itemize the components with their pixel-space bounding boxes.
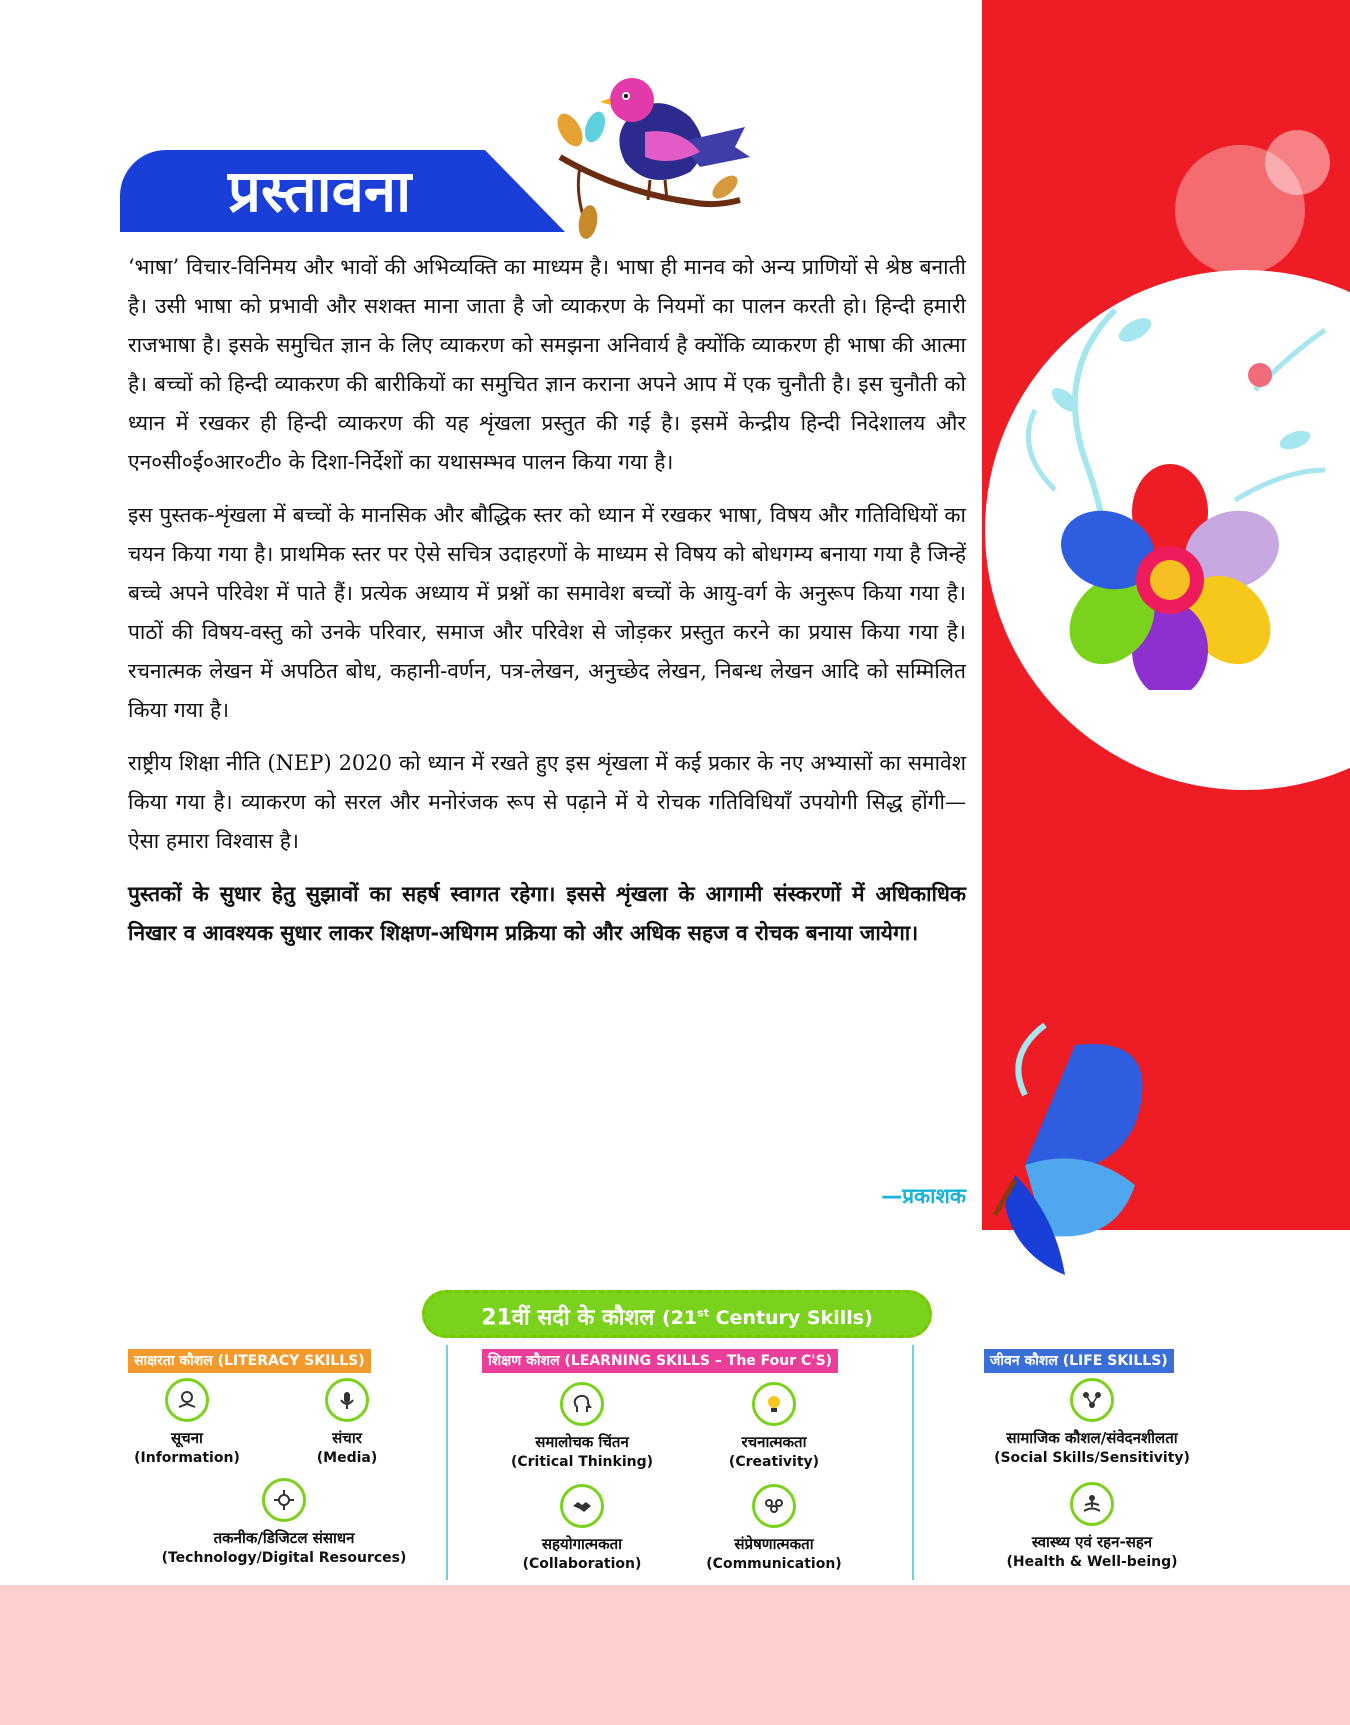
bottom-band xyxy=(0,1585,1350,1725)
skills-heading-en-pre: (21 xyxy=(662,1307,698,1330)
skill-technology-hi: तकनीक/डिजिटल संसाधन xyxy=(213,1529,355,1547)
skill-media xyxy=(247,1378,447,1468)
paragraph-1: ‘भाषा’ विचार-विनिमय और भावों की अभिव्यक्ति का माध्यम है। भाषा ही मानव को अन्य प्राणियों से श्रेष्ठ बनाती है। उसी भाषा को प्रभावी और सशक्त माना जाता है जो व्याकरण के नियमों का पालन करती हो। हिन्दी हमारी राजभाषा है। इसके समुचित ज्ञान के लिए व्याकरण को समझना अनिवार्य है क्योंकि व्याकरण ही भाषा की आत्मा है। बच्चों को हिन्दी व्याकरण की बारीकियों का समुचित ज्ञान कराना अपने आप में एक चुनौती है। इस चुनौती को ध्यान में रखकर ही हिन्दी व्याकरण की यह शृंखला प्रस्तुत की गई है। इसमें केन्द्रीय हिन्दी निदेशालय और एन०सी०ई०आर०टी० के दिशा-निर्देशों का यथासम्भव पालन किया गया है। xyxy=(128,255,966,474)
skill-technology xyxy=(142,1478,426,1568)
skill-critical-thinking-en: (Critical Thinking) xyxy=(510,1454,654,1470)
people-network-icon xyxy=(1070,1378,1114,1422)
group-icon xyxy=(752,1484,796,1528)
skill-information-hi: सूचना xyxy=(171,1429,203,1447)
column-divider-2 xyxy=(912,1345,914,1580)
skill-collaboration xyxy=(482,1484,682,1574)
skill-social-hi: सामाजिक कौशल/संवेदनशीलता xyxy=(1006,1429,1178,1447)
skill-health xyxy=(992,1482,1192,1572)
skill-social-en: (Social Skills/Sensitivity) xyxy=(994,1450,1190,1466)
bulb-book-icon xyxy=(165,1378,209,1422)
skill-communication-hi: संप्रेषणात्मकता xyxy=(734,1535,814,1553)
skill-communication-en: (Communication) xyxy=(706,1556,842,1572)
skill-media-en: (Media) xyxy=(316,1450,378,1466)
bubble-small xyxy=(1265,130,1330,195)
skill-information-en: (Information) xyxy=(134,1450,240,1466)
skill-creativity-hi: रचनात्मकता xyxy=(741,1433,807,1451)
preface-body xyxy=(128,248,966,967)
skill-health-en: (Health & Well-being) xyxy=(1006,1554,1178,1570)
paragraph-3: राष्ट्रीय शिक्षा नीति (NEP) 2020 को ध्यान में रखते हुए इस शृंखला में कई प्रकार के नए अभ्यासों का समावेश किया गया है। व्याकरण को सरल और मनोरंजक रूप से पढ़ाने में ये रोचक गतिविधियाँ उपयोगी सिद्ध होंगी—ऐसा हमारा विश्वास है। xyxy=(128,751,966,853)
literacy-skills-label: साक्षरता कौशल (LITERACY SKILLS) xyxy=(128,1349,371,1373)
bird-illustration xyxy=(540,72,755,247)
skills-heading-hi: 21वीं सदी के कौशल xyxy=(481,1305,655,1331)
circuit-gear-icon xyxy=(262,1478,306,1522)
paragraph-2: इस पुस्तक-शृंखला में बच्चों के मानसिक और बौद्धिक स्तर को ध्यान में रखकर भाषा, विषय और गतिविधियों का चयन किया गया है। प्राथमिक स्तर पर ऐसे सचित्र उदाहरणों के माध्यम से विषय को बोधगम्य बनाया गया है जिन्हें बच्चे अपने परिवेश में पाते हैं। प्रत्येक अध्याय में प्रश्नों का समावेश बच्चों के आयु-वर्ग के अनुरूप किया गया है। पाठों की विषय-वस्तु को उनके परिवार, समाज और परिवेश से जोड़कर प्रस्तुत करने का प्रयास किया गया है। रचनात्मक लेखन में अपठित बोध, कहानी-वर्णन, पत्र-लेखन, अनुच्छेद लेखन, निबन्ध लेखन आदि को सम्मिलित किया गया है। xyxy=(128,503,966,722)
skill-media-hi: संचार xyxy=(332,1429,362,1447)
head-gear-icon xyxy=(560,1382,604,1426)
skills-heading-en-sup: st xyxy=(697,1307,709,1320)
paragraph-4: पुस्तकों के सुधार हेतु सुझावों का सहर्ष स्वागत रहेगा। इससे शृंखला के आगामी संस्करणों में अधिकाधिक निखार व आवश्यक सुधार लाकर शिक्षण-अधिगम प्रक्रिया को और अधिक सहज व रोचक बनाया जायेगा। xyxy=(128,882,966,945)
skill-critical-thinking xyxy=(482,1382,682,1472)
handshake-icon xyxy=(560,1484,604,1528)
microphone-icon xyxy=(325,1378,369,1422)
learning-skills-label: शिक्षण कौशल (LEARNING SKILLS – The Four C'S) xyxy=(482,1349,838,1373)
skill-creativity-en: (Creativity) xyxy=(728,1454,820,1470)
lightbulb-icon xyxy=(752,1382,796,1426)
skills-heading xyxy=(422,1290,932,1338)
flower-illustration xyxy=(995,290,1345,690)
skill-critical-thinking-hi: समालोचक चिंतन xyxy=(535,1433,629,1451)
meditation-icon xyxy=(1070,1482,1114,1526)
blue-leaf-illustration xyxy=(985,1015,1175,1280)
life-skills-label: जीवन कौशल (LIFE SKILLS) xyxy=(984,1349,1174,1373)
publisher-signature: —प्रकाशक xyxy=(881,1184,966,1208)
skill-collaboration-hi: सहयोगात्मकता xyxy=(541,1535,623,1553)
skill-communication xyxy=(674,1484,874,1574)
page-title: प्रस्तावना xyxy=(228,157,412,225)
skill-collaboration-en: (Collaboration) xyxy=(522,1556,642,1572)
skill-technology-en: (Technology/Digital Resources) xyxy=(161,1550,407,1566)
skill-social xyxy=(962,1378,1222,1468)
skills-heading-en-post: Century Skills) xyxy=(708,1307,873,1330)
skill-health-hi: स्वास्थ्य एवं रहन-सहन xyxy=(1031,1533,1153,1551)
skill-creativity xyxy=(674,1382,874,1472)
